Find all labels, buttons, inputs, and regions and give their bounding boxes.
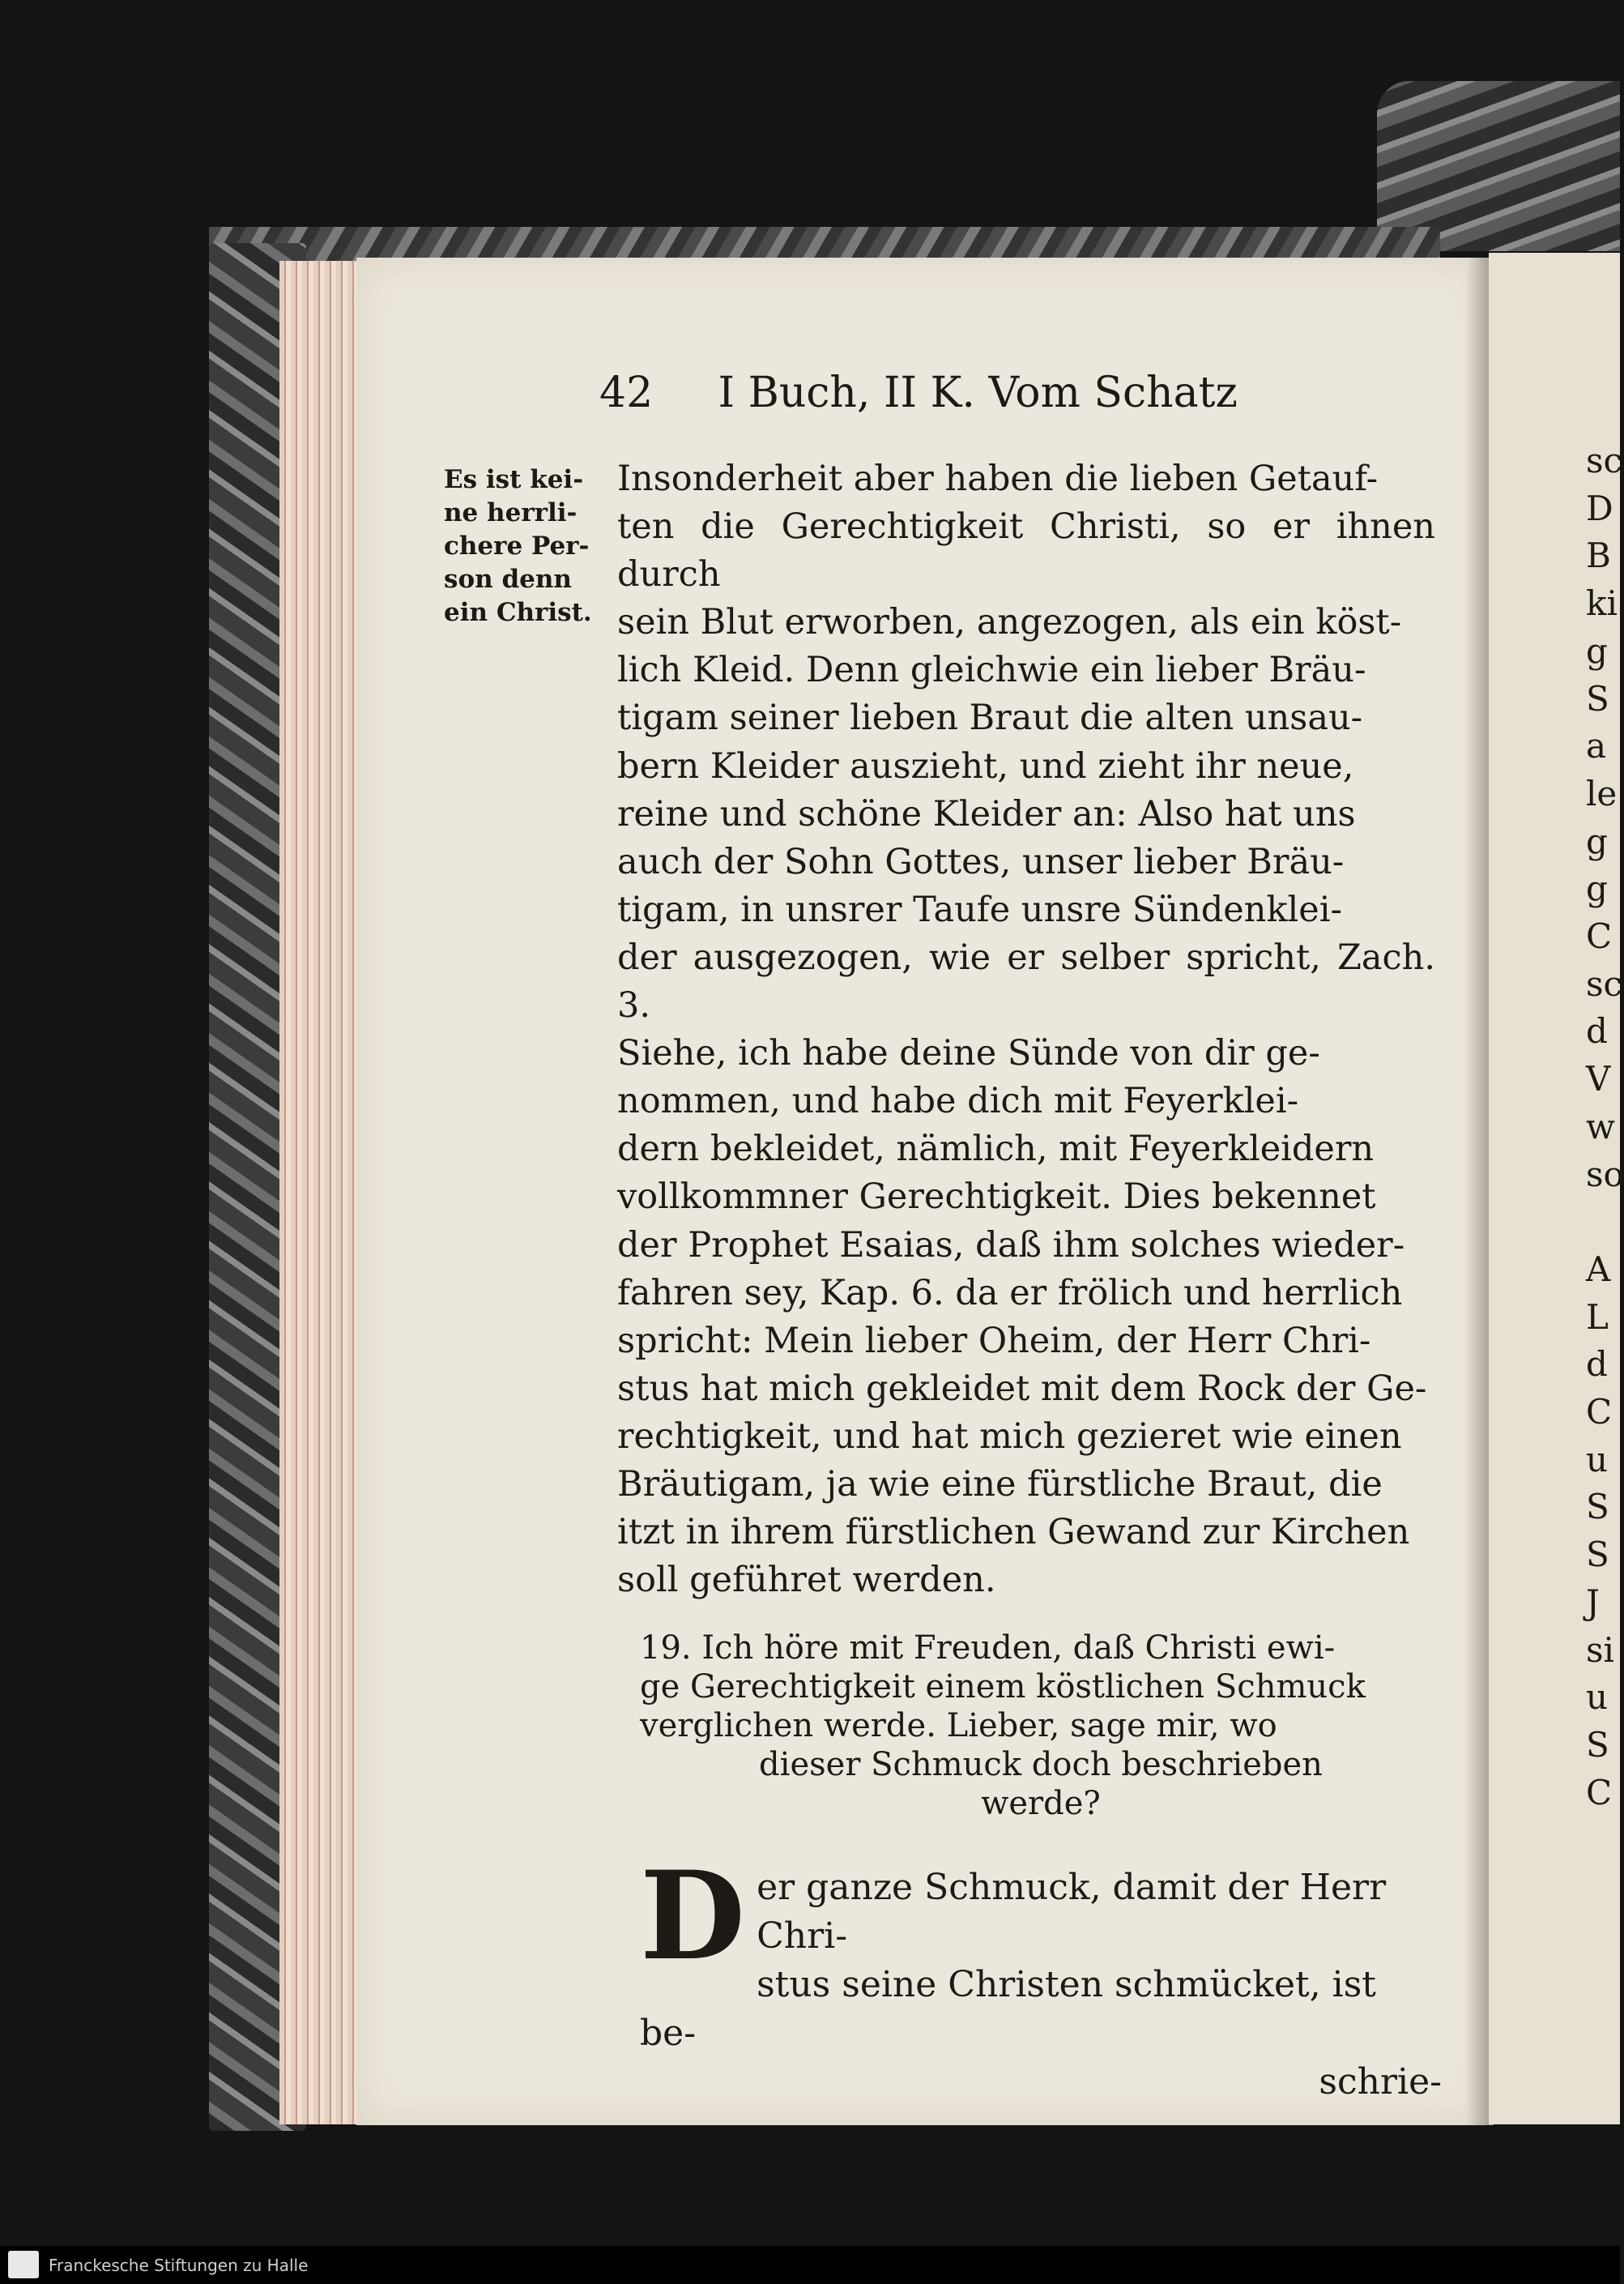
text-line: itzt in ihrem fürstlichen Gewand zur Kirchen	[617, 1512, 1410, 1553]
facing-fragment: C	[1586, 1392, 1613, 1432]
facing-fragment: so	[1586, 1154, 1624, 1194]
text-line: rechtigkeit, und hat mich gezieret wie einen	[617, 1415, 1402, 1457]
text-line: bern Kleider auszieht, und zieht ihr neue,	[617, 745, 1354, 787]
text-line: Insonderheit aber haben die lieben Getauf-	[617, 459, 1379, 499]
running-header	[599, 369, 1328, 433]
facing-fragment: d	[1586, 1344, 1608, 1385]
answer-line: er ganze Schmuck, damit der Herr Chri-	[757, 1867, 1387, 1957]
text-line: auch der Sohn Gottes, unser lieber Bräu-	[617, 841, 1345, 882]
text-line: tigam seiner lieben Braut die alten unsau-	[617, 698, 1363, 739]
facing-fragment: le	[1586, 773, 1618, 813]
facing-fragment: S	[1586, 1724, 1609, 1765]
facing-fragment: L	[1586, 1296, 1609, 1337]
margin-note-line: ne herrli-	[444, 498, 578, 527]
text-line: tigam, in unsrer Taufe unsre Sündenklei-	[617, 889, 1342, 930]
facing-fragment: J	[1586, 1582, 1600, 1622]
margin-note-line: ein Christ.	[444, 598, 592, 627]
facing-fragment: B	[1586, 536, 1611, 576]
facing-fragment: u	[1586, 1439, 1609, 1479]
text-line: sein Blut erworben, angezogen, als ein köst-	[617, 602, 1402, 643]
margin-note-line: son denn	[444, 565, 572, 594]
question-line: werde?	[981, 1785, 1101, 1822]
facing-fragment: g	[1586, 869, 1608, 909]
catchword: schrie-	[1319, 2061, 1442, 2103]
text-line: Siehe, ich habe deine Sünde von dir ge-	[617, 1033, 1320, 1074]
facing-fragment: S	[1586, 1535, 1609, 1575]
facing-fragment: d	[1586, 1011, 1608, 1052]
facing-fragment: C	[1586, 1772, 1613, 1812]
question-heading	[640, 1629, 1442, 1823]
running-title: I Buch, II K. Vom Schatz	[718, 369, 1238, 417]
drop-cap: D	[640, 1845, 746, 1987]
facing-fragment: A	[1586, 1249, 1611, 1289]
text-line: vollkommner Gerechtigkeit. Dies bekennet	[617, 1176, 1376, 1218]
facing-fragment: sc	[1586, 441, 1623, 480]
question-line: dieser Schmuck doch beschrieben	[759, 1746, 1323, 1783]
text-line: soll geführet werden.	[617, 1560, 996, 1601]
library-logo-icon	[8, 2251, 39, 2278]
facing-fragment: V	[1586, 1059, 1611, 1099]
facing-fragment: S	[1586, 678, 1609, 719]
facing-page-fragments	[1586, 438, 1624, 1817]
text-line: fahren sey, Kap. 6. da er frölich und herrlich	[617, 1272, 1403, 1313]
text-line: dern bekleidet, nämlich, mit Feyerkleidern	[617, 1129, 1375, 1170]
facing-fragment: sc	[1586, 963, 1623, 1004]
facing-fragment: si	[1586, 1629, 1614, 1670]
text-line: der Prophet Esaias, daß ihm solches wieder-	[617, 1224, 1405, 1266]
page-number: 42	[599, 369, 654, 417]
facing-fragment	[1586, 1198, 1620, 1246]
facing-fragment: g	[1586, 630, 1608, 671]
margin-note-line: Es ist kei-	[444, 465, 584, 494]
text-line: reine und schöne Kleider an: Also hat uns	[617, 793, 1356, 835]
facing-fragment: w	[1586, 1106, 1615, 1146]
text-line: spricht: Mein lieber Oheim, der Herr Chri-	[617, 1320, 1371, 1361]
facing-fragment: a	[1586, 726, 1607, 766]
body-text	[617, 455, 1435, 1604]
facing-fragment: D	[1586, 488, 1613, 528]
margin-note	[444, 463, 606, 630]
facing-fragment: S	[1586, 1487, 1609, 1527]
text-line: stus hat mich gekleidet mit dem Rock der Ge-	[617, 1368, 1427, 1409]
question-line: 19. Ich höre mit Freuden, daß Christi ewi-	[640, 1629, 1336, 1667]
margin-note-line: chere Per-	[444, 532, 590, 561]
text-line: ten die Gerechtigkeit Christi, so er ihnen durch	[617, 506, 1435, 596]
text-line: Bräutigam, ja wie eine fürstliche Braut, die	[617, 1463, 1383, 1505]
page-edges	[279, 261, 369, 2124]
facing-fragment: u	[1586, 1677, 1609, 1718]
text-line: der ausgezogen, wie er selber spricht, Zach. 3.	[617, 937, 1435, 1027]
facing-fragment: g	[1586, 821, 1608, 861]
answer-paragraph	[640, 1845, 1442, 2107]
footer-bar	[0, 2246, 1620, 2284]
text-line: nommen, und habe dich mit Feyerklei-	[617, 1081, 1299, 1122]
facing-fragment: C	[1586, 916, 1613, 957]
question-line: verglichen werde. Lieber, sage mir, wo	[640, 1707, 1277, 1744]
facing-fragment: ki	[1586, 583, 1618, 624]
library-credit: Franckesche Stiftungen zu Halle	[49, 2256, 309, 2275]
text-line: lich Kleid. Denn gleichwie ein lieber Bräu-	[617, 650, 1366, 691]
answer-line: stus seine Christen schmücket, ist be-	[640, 1964, 1376, 2054]
cover-board-top-right	[1377, 81, 1620, 251]
question-line: ge Gerechtigkeit einem köstlichen Schmuck	[640, 1668, 1366, 1706]
